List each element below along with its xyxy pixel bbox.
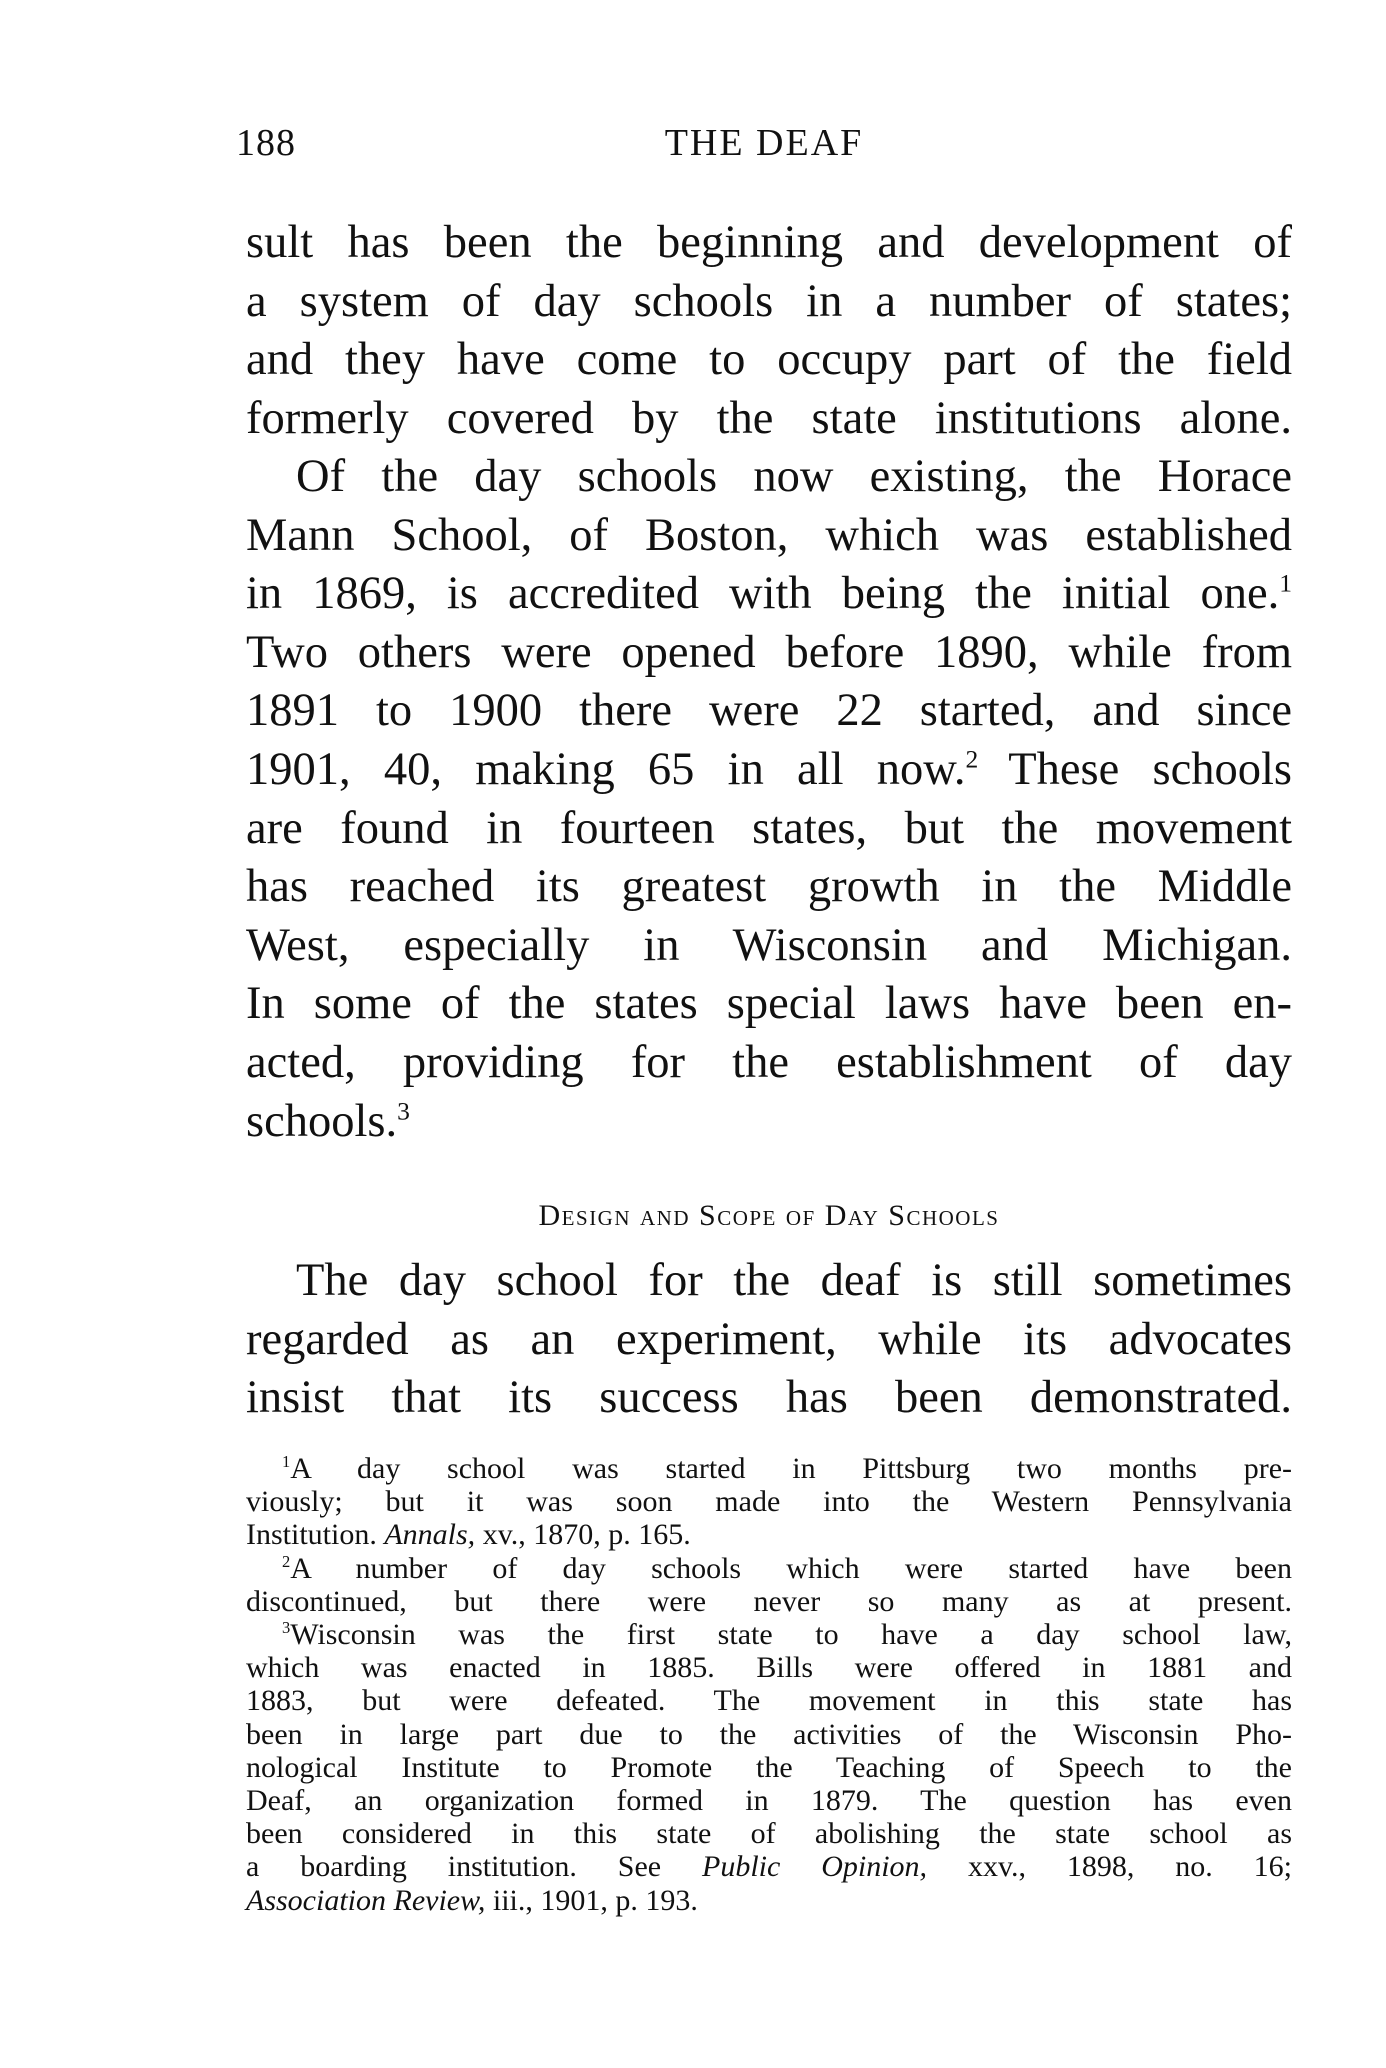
footnote-ref-3: 3 (397, 1096, 410, 1126)
footnote-3-line: been considered in this state of abolishing the state school as (246, 1817, 1292, 1851)
page-number: 188 (236, 122, 296, 164)
text-segment: xv., 1870, p. 165. (482, 1518, 691, 1552)
text-segment: schools. (246, 1095, 398, 1147)
paragraph-3 (246, 1252, 1292, 1428)
section-heading: Design and Scope of Day Schools (538, 1199, 1000, 1232)
footnote-ref-1: 1 (1279, 568, 1292, 598)
text-segment: A number of day schools which were started have been (290, 1551, 1292, 1585)
text-line-with-note (246, 565, 1292, 624)
text-line: and they have come to occupy part of the field (246, 334, 1292, 386)
paragraph-1 (246, 214, 1292, 448)
text-segment: A day school was started in Pittsburg two months pre- (290, 1452, 1292, 1485)
footnote-3-line (246, 1850, 1292, 1883)
text-segment: 1901, 40, making 65 in all now. (246, 743, 966, 795)
text-line: In some of the states special laws have been en- (246, 978, 1292, 1030)
text-line-with-note (246, 741, 1292, 800)
text-line: sult has been the beginning and development of (246, 217, 1292, 268)
text-line: are found in fourteen states, but the movement (246, 802, 1292, 854)
footnote-2-line: discontinued, but there were never so many as at present. (246, 1584, 1292, 1618)
text-segment: xxv., 1898, no. 16; (967, 1850, 1293, 1884)
text-line: formerly covered by the state institutions alone. (246, 392, 1292, 444)
footnote-mark: 3 (282, 1618, 291, 1638)
text-line: insist that its success has been demonstrated. (246, 1372, 1292, 1424)
text-segment: a boarding institution. See (246, 1850, 662, 1884)
footnote-3-line: which was enacted in 1885. Bills were offered in 1881 and (246, 1651, 1292, 1685)
text-line: West, especially in Wisconsin and Michigan. (246, 919, 1292, 971)
citation-title: Public Opinion, (702, 1850, 928, 1884)
text-line: regarded as an experiment, while its advocates (246, 1313, 1292, 1365)
footnote-ref-2: 2 (965, 744, 979, 774)
footnote-1-line (246, 1518, 1292, 1551)
text-line: Two others were opened before 1890, while from (246, 626, 1292, 678)
text-line: Mann School, of Boston, which was established (246, 509, 1292, 561)
footnote-3-line: nological Institute to Promote the Teaching of Speech to the (246, 1750, 1292, 1784)
footnote-1-line: viously; but it was soon made into the Western Pennsylvania (246, 1485, 1292, 1519)
footnote-3-line (246, 1884, 1292, 1917)
text-line: acted, providing for the establishment of day (246, 1036, 1292, 1088)
footnote-mark: 1 (282, 1452, 291, 1471)
text-line: The day school for the deaf is still sometimes (296, 1255, 1292, 1306)
footnote-3-line: 1883, but were defeated. The movement in this state has (246, 1684, 1292, 1718)
text-line-with-note (246, 1093, 1292, 1152)
footnote-3-line: Deaf, an organization formed in 1879. The question has even (246, 1784, 1292, 1818)
text-segment: Institution. (246, 1518, 377, 1552)
text-segment: iii., 1901, p. 193. (492, 1883, 698, 1917)
text-line: has reached its greatest growth in the Middle (246, 861, 1292, 913)
citation-title: Annals, (384, 1518, 476, 1552)
text-line: 1891 to 1900 there were 22 started, and since (246, 685, 1292, 737)
footnote-2-line (246, 1552, 1292, 1585)
footnote-3-line: been in large part due to the activities of the Wisconsin Pho- (246, 1717, 1292, 1751)
page-header (236, 118, 1292, 168)
citation-title: Association Review, (246, 1883, 486, 1917)
paragraph-2 (246, 448, 1292, 1151)
text-segment: These schools (1008, 743, 1292, 795)
text-line: a system of day schools in a number of states; (246, 275, 1292, 327)
text-line: Of the day schools now existing, the Horace (296, 451, 1292, 502)
footnote-mark: 2 (282, 1551, 291, 1571)
running-head: THE DEAF (664, 122, 864, 164)
footnote-3-line (246, 1618, 1292, 1651)
footnote-1-line (246, 1452, 1292, 1485)
text-segment: in 1869, is accredited with being the initial one. (246, 568, 1280, 620)
footnotes (246, 1452, 1292, 1917)
text-segment: Wisconsin was the first state to have a day school law, (290, 1618, 1292, 1652)
